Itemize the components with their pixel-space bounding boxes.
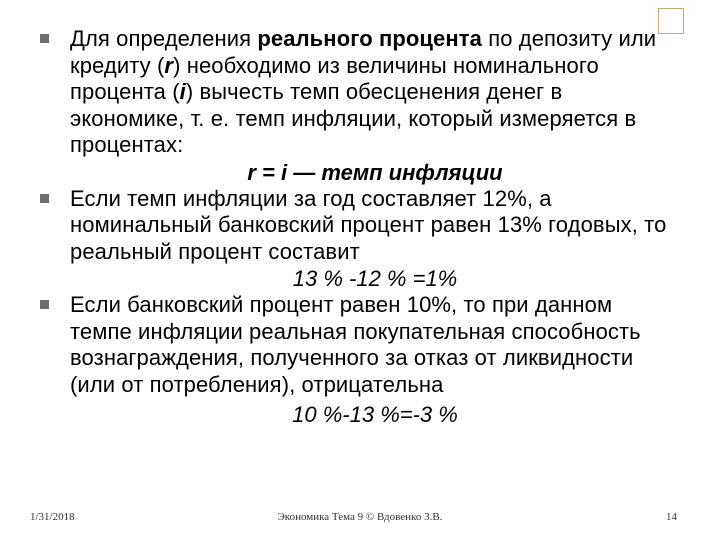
footer-page-number: 14	[666, 511, 677, 523]
variable-i: i	[179, 79, 186, 104]
footer-title: Экономика Тема 9 © Вдовенко З.В.	[277, 511, 443, 523]
bullet-item-2	[40, 186, 680, 266]
text-segment: ) вычесть темп обесценения денег в экономике, т. е. темп инфляции, который измеряется в процентах:	[70, 79, 637, 157]
bold-term: реального процента	[257, 26, 482, 51]
variable-r: r	[164, 52, 174, 78]
square-bullet-icon	[40, 300, 49, 309]
formula-example-2: 10 %-13 %=-3 %	[292, 402, 458, 427]
slide-content	[40, 26, 680, 428]
bullet-item-3	[40, 292, 680, 398]
footer-date: 1/31/2018	[30, 511, 75, 523]
bullet-text-1	[70, 26, 680, 159]
formula-real-rate: r = i — темп инфляции	[247, 159, 503, 185]
square-bullet-icon	[40, 194, 49, 203]
bullet-item-1	[40, 26, 680, 159]
square-bullet-icon	[40, 34, 49, 43]
text-segment: Для определения	[70, 26, 258, 51]
text-segment: ) необходимо из величины номинального процента (	[70, 52, 599, 104]
text-segment: по депозиту или кредиту (	[70, 26, 657, 78]
bullet-text-2: Если темп инфляции за год составляет 12%, а номинальный банковский процент равен 13% годовых, то реальный процент составит	[70, 185, 667, 264]
bullet-text-3: Если банковский процент равен 10%, то при данном темпе инфляции реальная покупательная способность вознаграждения, полученного за отказ от ликвидности (или от потребления), отрицательна	[70, 292, 641, 397]
formula-example-1: 13 % -12 % =1%	[292, 266, 458, 291]
